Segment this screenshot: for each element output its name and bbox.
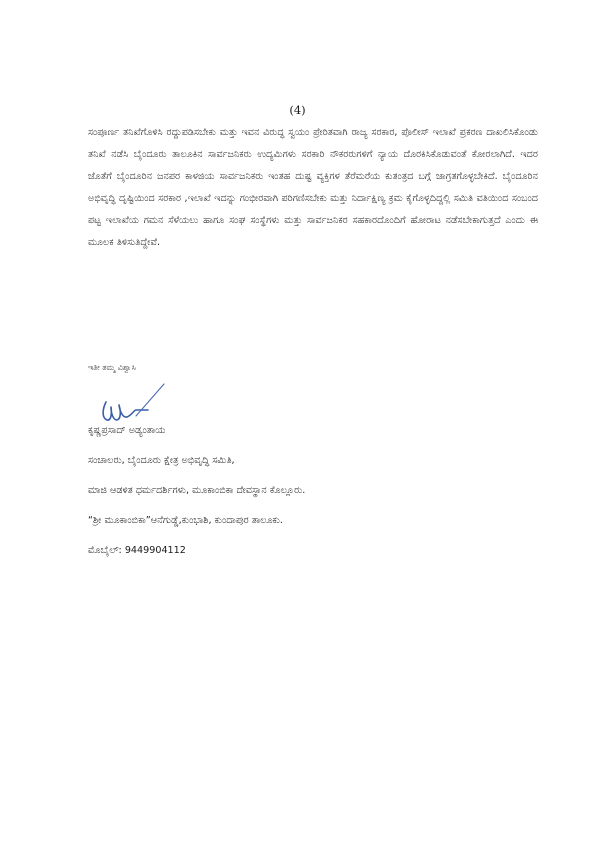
signature-block: [88, 424, 558, 558]
signatory-mobile: ಮೊಬೈಲ್: 9449904112: [88, 545, 186, 556]
body-paragraph: ಸಂಪೂರ್ಣ ತನಿಖೆಗೊಳಿಸಿ ರದ್ದುಪಡಿಸಬೇಕು ಮತ್ತು ಇವನ ವಿರುದ್ಧ ಸ್ವಯಂ ಪ್ರೇರಿತವಾಗಿ ರಾಜ್ಯ ಸರಕಾರ, ಪೊಲೀಸ್ ಇಲಾಖೆ ಪ್ರಕರಣ ದಾಖಲಿಸಿಕೊಂಡು ತನಿಖೆ ನಡೆಸಿ ಬೈಂದೂರು ತಾಲೂಕಿನ ಸಾರ್ವಜನಿಕರು ಉದ್ಯಮಿಗಳು ಸರಕಾರಿ ನೌಕರರುಗಳಿಗೆ ನ್ಯಾಯ ದೊರಕಿಸಿಕೊಡುವಂತೆ ಕೋರಲಾಗಿದೆ. ಇದರ ಜೊತೆಗೆ ಬೈಂದೂರಿನ ಜನಪರ ಕಾಳಜಿಯ ಸಾರ್ವಜನಿಕರು ಇಂತಹ ದುಷ್ಟ ವ್ಯಕ್ತಿಗಳ ತೆರೆಮರೆಯ ಕುತಂತ್ರದ ಬಗ್ಗೆ ಜಾಗ್ರತಗೊಳ್ಳಬೇಕಿದೆ. ಬೈಂದೂರಿನ ಅಭಿವೃದ್ಧಿ ದೃಷ್ಟಿಯಿಂದ ಸರಕಾರ ,ಇಲಾಖೆ ಇದನ್ನು ಗಂಭೀರವಾಗಿ ಪರಿಗಣಿಸಬೇಕು ಮತ್ತು ನಿರ್ದಾಕ್ಷಿಣ್ಯ ಕ್ರಮ ಕೈಗೊಳ್ಳದಿದ್ದಲ್ಲಿ ಸಮಿತಿ ವತಿಯಿಂದ ಸಂಬಂದ ಪಟ್ಟ ಇಲಾಖೆಯ ಗಮನ ಸೆಳೆಯಲು ಹಾಗೂ ಸಂಘ ಸಂಸ್ಥೆಗಳು ಮತ್ತು ಸಾರ್ವಜನಿಕರ ಸಹಕಾರದೊಂದಿಗೆ ಹೋರಾಟ ನಡೆಸಬೇಕಾಗುತ್ತದೆ ಎಂದು ಈ ಮೂಲಕ ತಿಳಿಸುತಿದ್ದೇವೆ.: [88, 127, 538, 248]
page-number: (4): [289, 103, 306, 117]
handwritten-signature: [96, 380, 186, 428]
signatory-address: “ಶ್ರೀ ಮೂಕಾಂಬಿಕಾ”ಆನೆಗುಡ್ಡೆ,ಕುಂಭಾಶಿ, ಕುಂದಾಪುರ ತಾಲೂಕು.: [88, 515, 283, 526]
closing-salutation: ಇತೀ ತಮ್ಮ ವಿಶ್ವಾಸಿ: [88, 363, 136, 372]
signatory-designation-trustee: ಮಾಜಿ ಆಡಳಿತ ಧರ್ಮದರ್ಶಿಗಳು, ಮೂಕಾಂಬಿಕಾ ದೇವಸ್ಥಾನ ಕೊಲ್ಲೂರು.: [88, 485, 306, 496]
signatory-name: ಕೃಷ್ಣಪ್ರಸಾದ್ ಅಡ್ಯಂತಾಯ: [88, 425, 166, 436]
signatory-designation-convener: ಸಂಚಾಲರು, ಬೈಂದೂರು ಕ್ಷೇತ್ರ ಅಭಿವೃದ್ಧಿ ಸಮಿತಿ,: [88, 455, 235, 466]
